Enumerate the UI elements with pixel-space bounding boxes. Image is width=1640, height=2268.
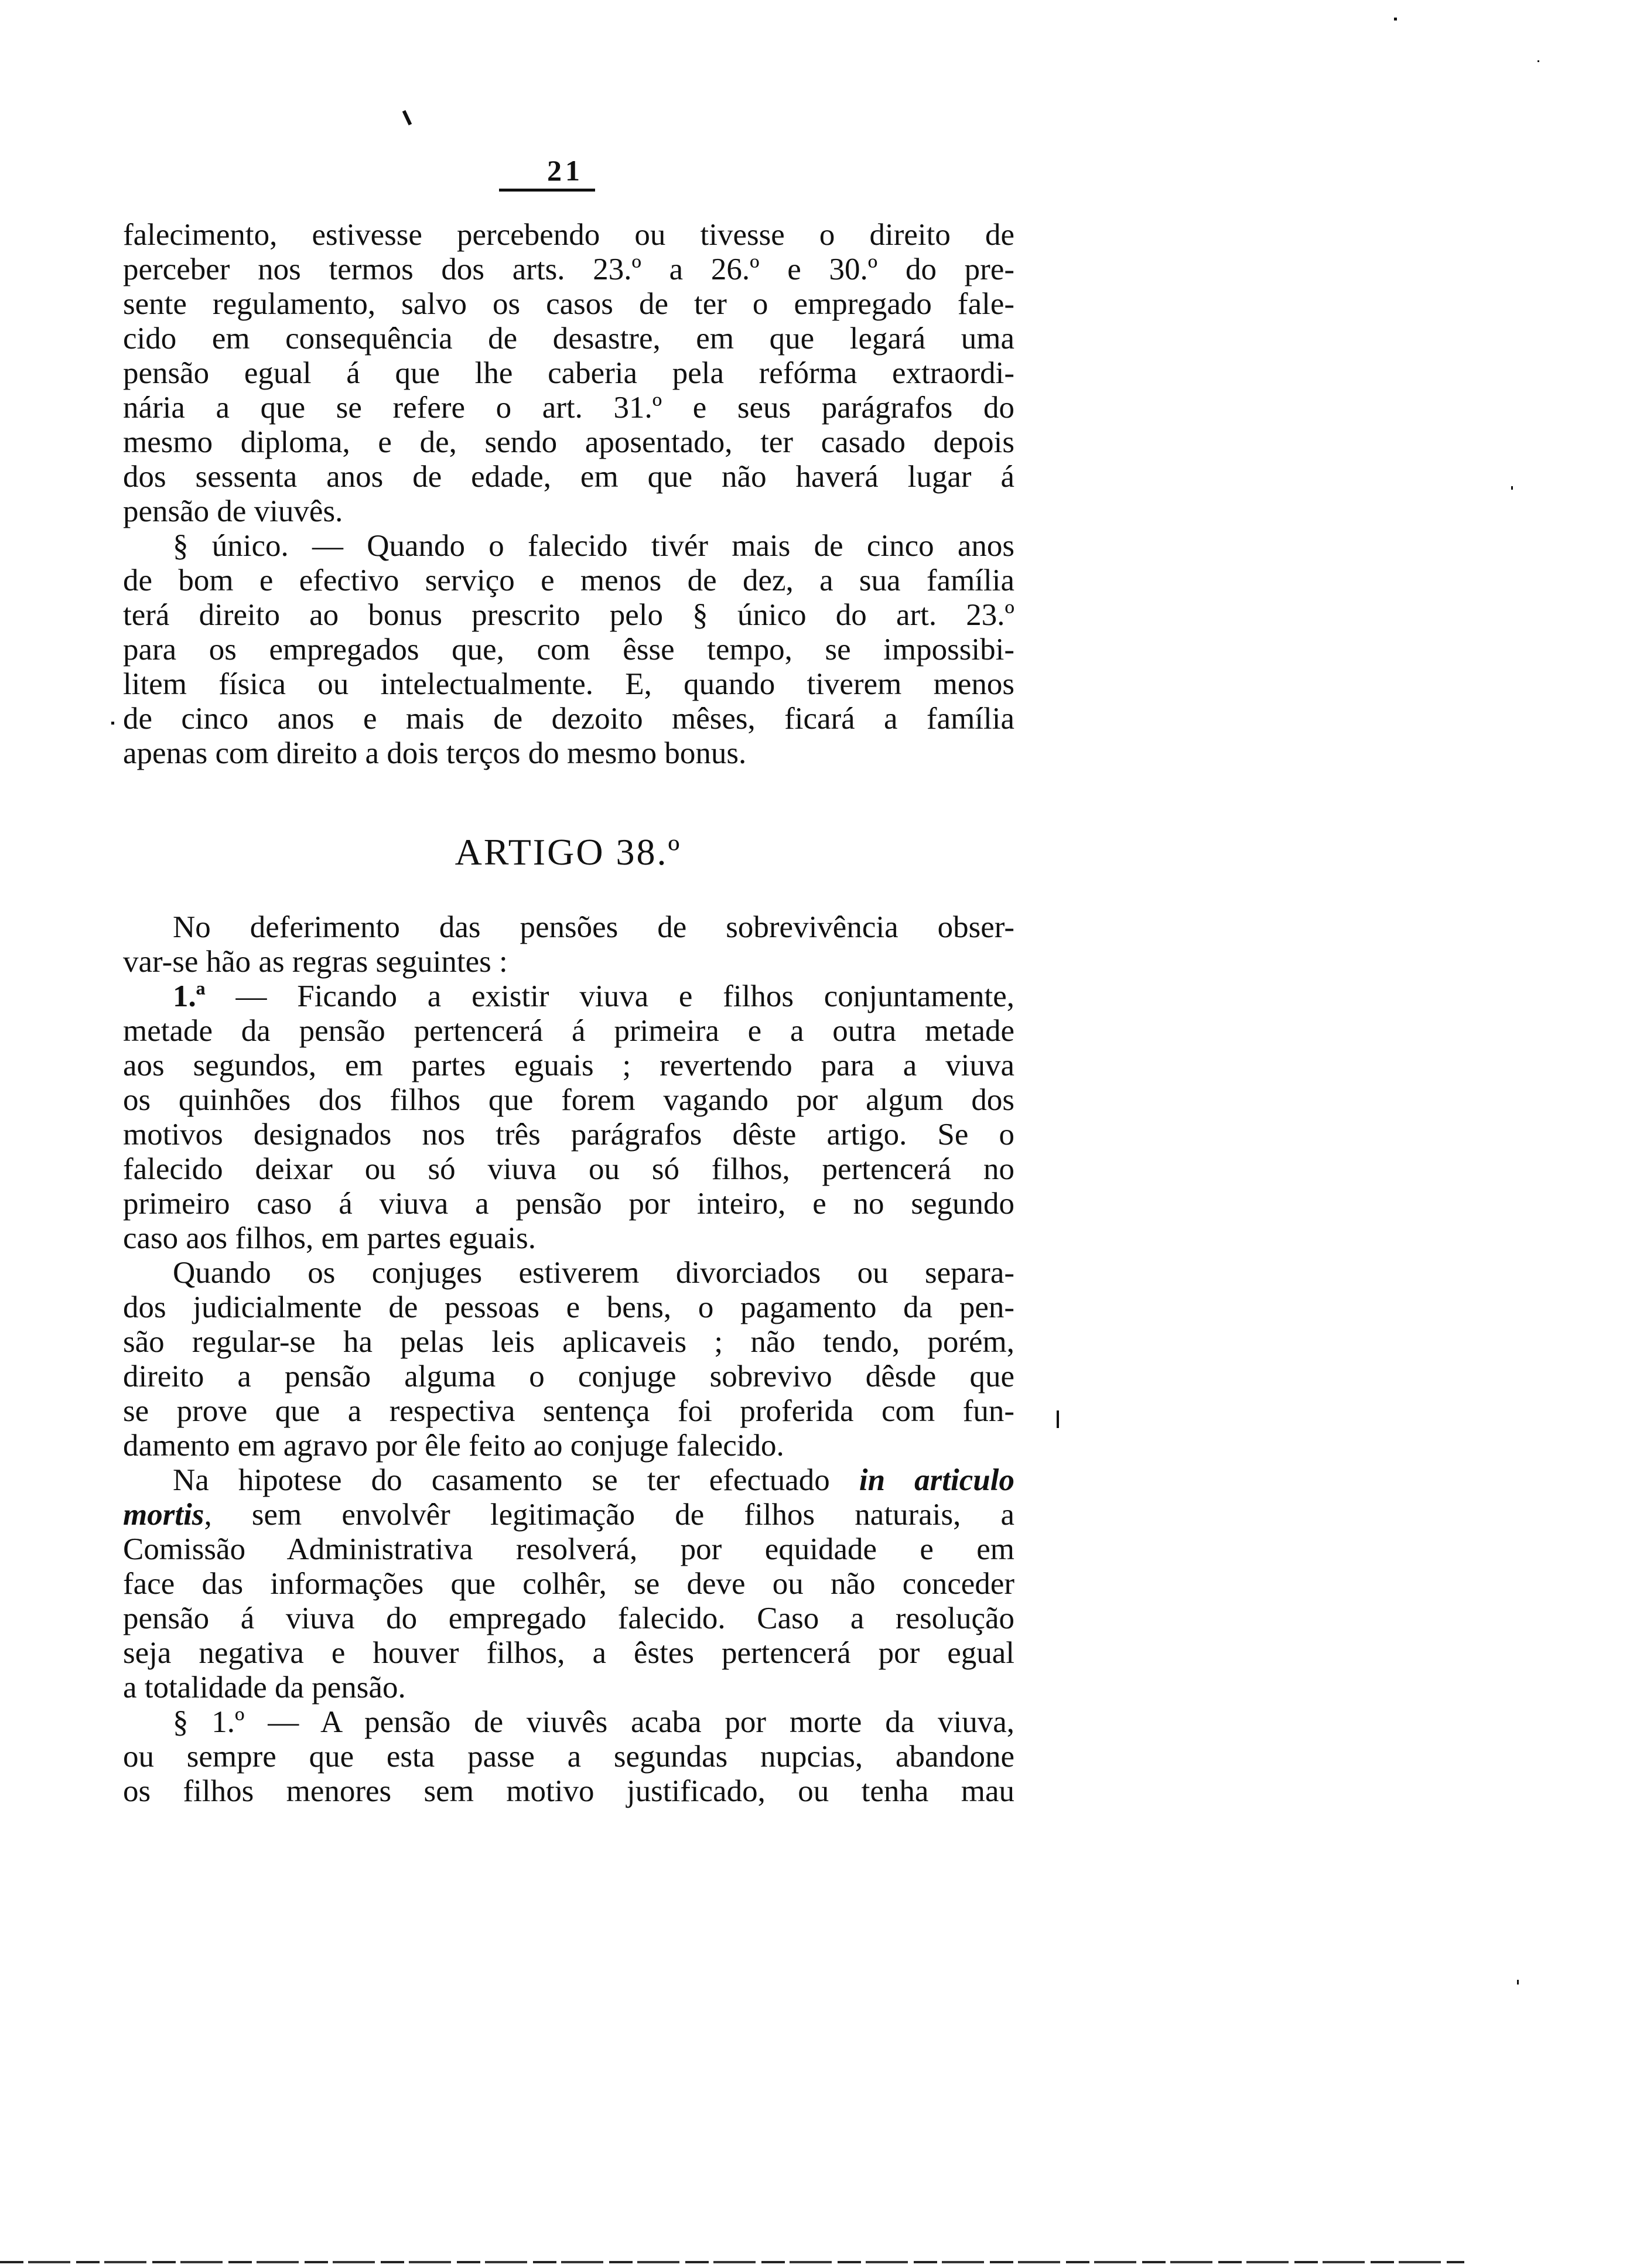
text-line: de bom e efectivo serviço e menos de dez, a sua família xyxy=(123,563,1014,597)
text-line: ou sempre que esta passe a segundas nupcias, abandone xyxy=(123,1740,1014,1774)
text-line: apenas com direito a dois terços do mesmo bonus. xyxy=(123,736,747,770)
text-line: direito a pensão alguma o conjuge sobrevivo dêsde que xyxy=(123,1360,1014,1393)
text-line: face das informações que colhêr, se deve ou não conceder xyxy=(123,1567,1014,1601)
text-line: motivos designados nos três parágrafos dêste artigo. Se o xyxy=(123,1118,1014,1152)
text-line: a totalidade da pensão. xyxy=(123,1671,406,1705)
page-number: 21 xyxy=(547,154,583,187)
text-line: perceber nos termos dos arts. 23.º a 26.º e 30.º do pre- xyxy=(123,252,1014,286)
rule-number: 1.ª xyxy=(173,979,206,1013)
text-line: são regular-se ha pelas leis aplicaveis ; não tendo, porém, xyxy=(123,1325,1014,1359)
paragraph-unico-start: § único. — Quando o falecido tivér mais de cinco anos xyxy=(173,529,1014,563)
header-rule xyxy=(499,189,595,192)
text-line: damento em agravo por êle feito ao conjuge falecido. xyxy=(123,1429,784,1463)
text-segment: Na hipotese do casamento se ter efectuado xyxy=(173,1463,830,1497)
text-line: Quando os conjuges estiverem divorciados ou separa- xyxy=(173,1256,1014,1290)
text-line: os filhos menores sem motivo justificado, ou tenha mau xyxy=(123,1774,1014,1808)
text-line: terá direito ao bonus prescrito pelo § único do art. 23.º xyxy=(123,598,1014,632)
scan-mark-right xyxy=(1057,1410,1059,1428)
text-line: dos judicialmente de pessoas e bens, o pagamento da pen- xyxy=(123,1290,1014,1324)
hypothesis-line xyxy=(123,1463,1014,1498)
scan-speck xyxy=(1394,18,1397,21)
scan-speck xyxy=(1511,486,1513,490)
mortis-line xyxy=(123,1498,1014,1532)
text-line: pensão de viuvês. xyxy=(123,494,343,528)
text-line: dos sessenta anos de edade, em que não haverá lugar á xyxy=(123,460,1014,494)
latin-phrase: in articulo xyxy=(859,1463,1014,1497)
text-line: primeiro caso á viuva a pensão por inteiro, e no segundo xyxy=(123,1187,1014,1221)
section-intro xyxy=(123,218,1014,771)
scan-speck xyxy=(111,722,114,725)
text-line: metade da pensão pertencerá á primeira e a outra metade xyxy=(123,1014,1014,1048)
text-line: var-se hão as regras seguintes : xyxy=(123,945,508,979)
latin-phrase: mortis xyxy=(123,1498,204,1532)
text-line: se prove que a respectiva sentença foi proferida com fun- xyxy=(123,1394,1014,1428)
text-line: Comissão Administrativa resolverá, por equidade e em xyxy=(123,1532,1014,1566)
text-line: aos segundos, em partes eguais ; revertendo para a viuva xyxy=(123,1048,1014,1082)
text-line: mesmo diploma, e de, sendo aposentado, ter casado depois xyxy=(123,425,1014,459)
text-line: caso aos filhos, em partes eguais. xyxy=(123,1221,536,1255)
text-line: de cinco anos e mais de dezoito mêses, ficará a família xyxy=(123,702,1014,736)
text-line: cido em consequência de desastre, em que legará uma xyxy=(123,322,1014,356)
paragraph-1-start: § 1.º — A pensão de viuvês acaba por morte da viuva, xyxy=(173,1705,1014,1739)
scan-mark-top xyxy=(402,110,412,125)
text-segment: , sem envolvêr legitimação de filhos naturais, a xyxy=(204,1498,1014,1532)
rule-text: — Ficando a existir viuva e filhos conjuntamente, xyxy=(235,979,1014,1013)
scan-speck xyxy=(1538,60,1539,62)
scan-speck xyxy=(1517,1980,1519,1984)
rule-1-line xyxy=(123,979,1014,1014)
article-body xyxy=(123,910,1014,1809)
text-line: pensão á viuva do empregado falecido. Caso a resolução xyxy=(123,1601,1014,1635)
text-line: falecido deixar ou só viuva ou só filhos, pertencerá no xyxy=(123,1152,1014,1186)
text-line: pensão egual á que lhe caberia pela refórma extraordi- xyxy=(123,356,1014,390)
text-line: falecimento, estivesse percebendo ou tivesse o direito de xyxy=(123,218,1014,252)
text-line: os quinhões dos filhos que forem vagando por algum dos xyxy=(123,1083,1014,1117)
text-line: nária a que se refere o art. 31.º e seus parágrafos do xyxy=(123,391,1014,425)
article-heading: ARTIGO 38.º xyxy=(455,831,682,873)
text-line: litem física ou intelectualmente. E, quando tiverem menos xyxy=(123,667,1014,701)
text-line: sente regulamento, salvo os casos de ter o empregado fale- xyxy=(123,287,1014,321)
scan-bottom-edge xyxy=(0,2261,1464,2263)
text-line: seja negativa e houver filhos, a êstes pertencerá por egual xyxy=(123,1636,1014,1670)
text-line: No deferimento das pensões de sobrevivência obser- xyxy=(173,910,1014,944)
text-line: para os empregados que, com êsse tempo, se impossibi- xyxy=(123,633,1014,667)
